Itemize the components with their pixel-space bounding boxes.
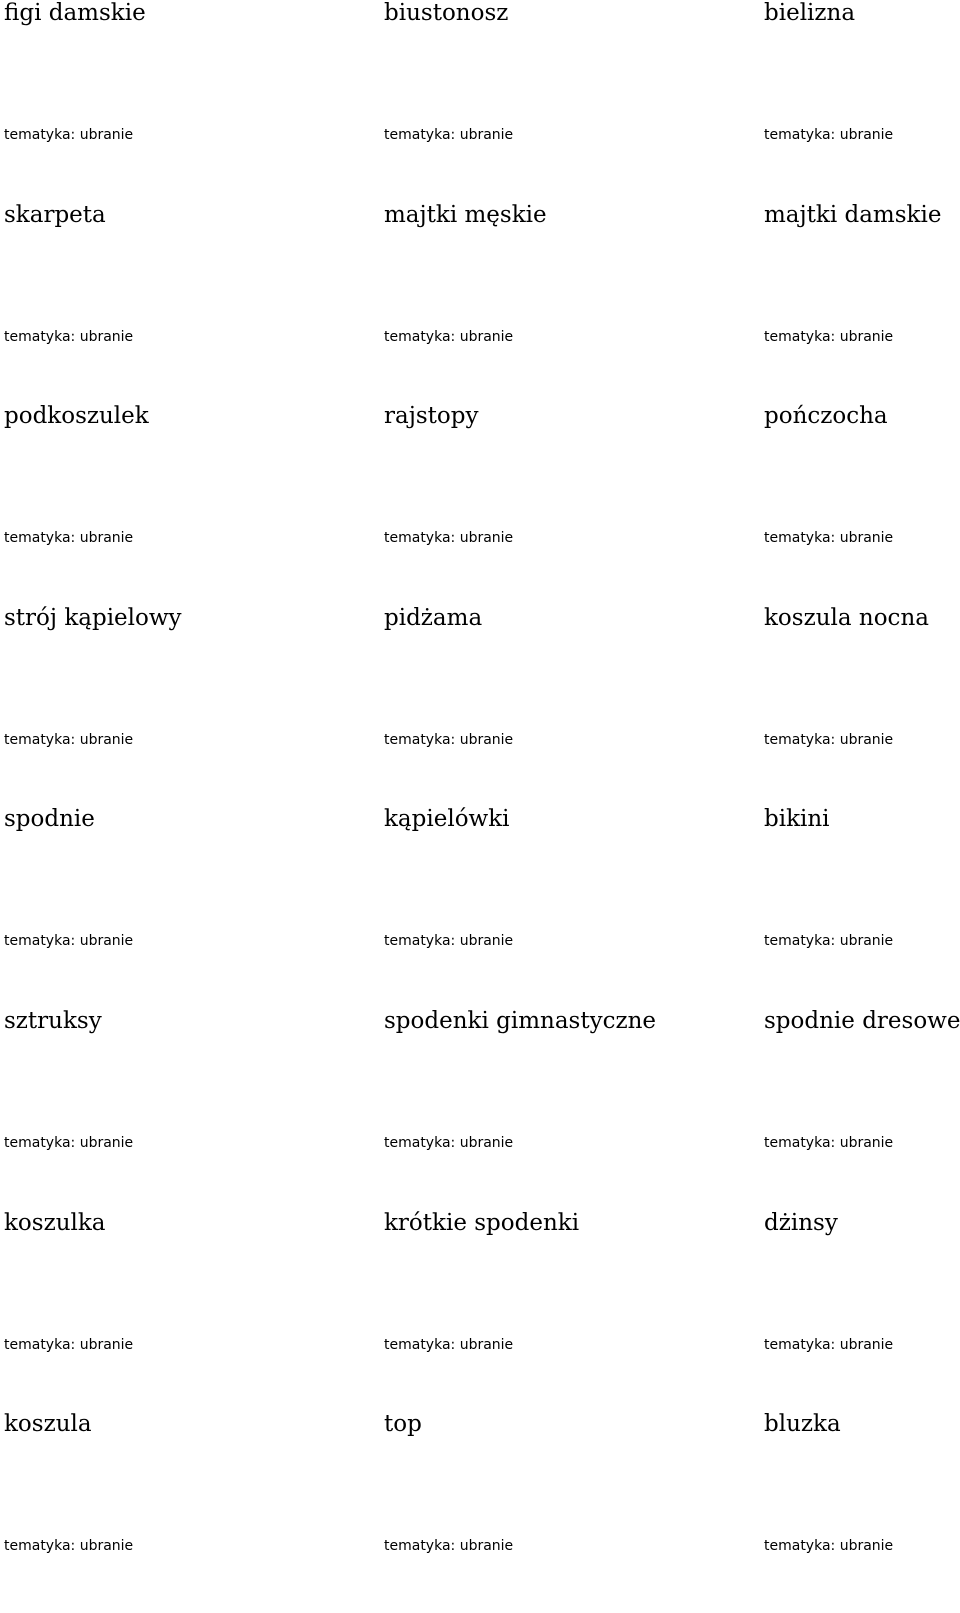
card bbox=[4, 605, 384, 807]
card bbox=[764, 806, 960, 1008]
card-topic: tematyka: ubranie bbox=[384, 127, 514, 143]
card-term: podkoszulek bbox=[4, 403, 149, 430]
card bbox=[4, 202, 384, 404]
card-topic: tematyka: ubranie bbox=[4, 328, 134, 345]
card-topic: tematyka: ubranie bbox=[384, 731, 514, 748]
card-term: top bbox=[384, 1411, 422, 1438]
card-term: strój kąpielowy bbox=[4, 604, 182, 631]
card-row bbox=[0, 1210, 960, 1412]
card-term: koszula nocna bbox=[764, 604, 929, 631]
card-topic: tematyka: ubranie bbox=[764, 1336, 894, 1353]
card-topic: tematyka: ubranie bbox=[764, 530, 894, 547]
card-row bbox=[0, 1411, 960, 1613]
card bbox=[4, 806, 384, 1008]
card-row bbox=[0, 0, 960, 202]
card-term: dżinsy bbox=[764, 1209, 838, 1236]
card bbox=[384, 0, 764, 202]
card-row bbox=[0, 202, 960, 404]
card bbox=[384, 1008, 764, 1210]
card-topic: tematyka: ubranie bbox=[764, 731, 894, 748]
card-term: spodnie dresowe bbox=[764, 1007, 960, 1034]
card bbox=[764, 403, 960, 605]
card-term: sztruksy bbox=[4, 1007, 102, 1034]
card-topic: tematyka: ubranie bbox=[4, 127, 134, 143]
card-term: rajstopy bbox=[384, 403, 479, 430]
card-term: bluzka bbox=[764, 1411, 841, 1438]
card-topic: tematyka: ubranie bbox=[4, 933, 134, 950]
card-topic: tematyka: ubranie bbox=[764, 1134, 894, 1151]
card-topic: tematyka: ubranie bbox=[764, 328, 894, 345]
card bbox=[384, 605, 764, 807]
card-term: pończocha bbox=[764, 403, 888, 430]
card-term: koszulka bbox=[4, 1209, 106, 1236]
card bbox=[4, 1210, 384, 1412]
card-term: majtki damskie bbox=[764, 201, 942, 228]
card bbox=[4, 0, 384, 202]
card-term: krótkie spodenki bbox=[384, 1209, 580, 1236]
card-term: koszula bbox=[4, 1411, 92, 1438]
card-term: majtki męskie bbox=[384, 201, 547, 228]
card-topic: tematyka: ubranie bbox=[4, 1538, 134, 1555]
card bbox=[384, 1411, 764, 1613]
card-topic: tematyka: ubranie bbox=[384, 530, 514, 547]
card bbox=[384, 806, 764, 1008]
card-topic: tematyka: ubranie bbox=[384, 1134, 514, 1151]
card bbox=[764, 202, 960, 404]
card-row bbox=[0, 403, 960, 605]
card-topic: tematyka: ubranie bbox=[4, 731, 134, 748]
card-term: spodnie bbox=[4, 806, 95, 833]
card-row bbox=[0, 806, 960, 1008]
card-topic: tematyka: ubranie bbox=[764, 933, 894, 950]
card bbox=[384, 1210, 764, 1412]
card-topic: tematyka: ubranie bbox=[764, 127, 894, 143]
card bbox=[4, 1411, 384, 1613]
card-term: bielizna bbox=[764, 0, 856, 26]
card bbox=[764, 0, 960, 202]
card-term: biustonosz bbox=[384, 0, 509, 26]
card-topic: tematyka: ubranie bbox=[4, 1134, 134, 1151]
card-topic: tematyka: ubranie bbox=[4, 530, 134, 547]
card-row bbox=[0, 605, 960, 807]
card-topic: tematyka: ubranie bbox=[384, 933, 514, 950]
card-term: skarpeta bbox=[4, 201, 106, 228]
card-topic: tematyka: ubranie bbox=[384, 1538, 514, 1555]
card bbox=[764, 1008, 960, 1210]
card-row bbox=[0, 1008, 960, 1210]
card bbox=[764, 1210, 960, 1412]
card bbox=[4, 403, 384, 605]
card bbox=[384, 403, 764, 605]
card-term: bikini bbox=[764, 806, 830, 833]
card-topic: tematyka: ubranie bbox=[384, 328, 514, 345]
card-term: figi damskie bbox=[4, 0, 146, 26]
card bbox=[764, 605, 960, 807]
card bbox=[384, 202, 764, 404]
card bbox=[4, 1008, 384, 1210]
card bbox=[764, 1411, 960, 1613]
card-term: kąpielówki bbox=[384, 806, 510, 833]
card-topic: tematyka: ubranie bbox=[4, 1336, 134, 1353]
card-topic: tematyka: ubranie bbox=[384, 1336, 514, 1353]
card-term: spodenki gimnastyczne bbox=[384, 1007, 657, 1034]
card-term: pidżama bbox=[384, 604, 483, 631]
card-topic: tematyka: ubranie bbox=[764, 1538, 894, 1555]
